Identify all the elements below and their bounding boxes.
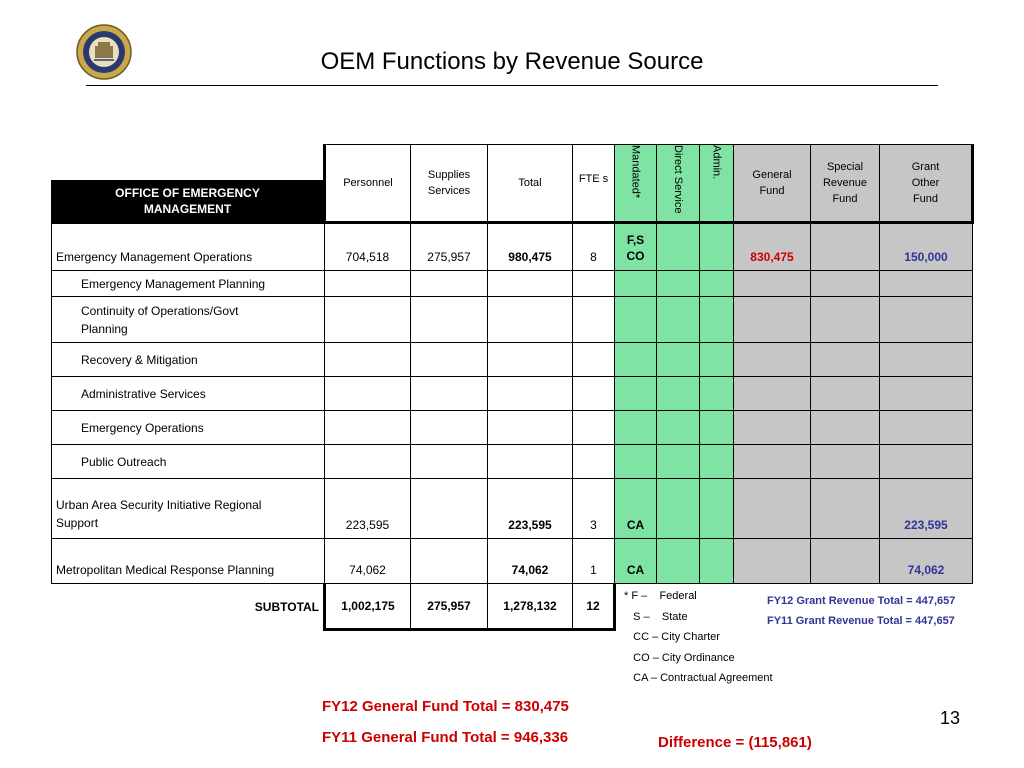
header-personnel: Personnel [325,145,411,223]
header-direct-service: Direct Service [657,145,700,223]
table-row [52,411,973,445]
fy12-grant-total: FY12 Grant Revenue Total = 447,657 [767,595,956,607]
cell-ftes: 1 [573,539,615,584]
cell-supplies: 275,957 [411,223,488,271]
legend-state: S – State [624,610,688,623]
subtotal-label: SUBTOTAL [52,584,325,630]
row-label: Emergency Operations [52,411,325,445]
table-row [52,539,973,584]
table-row [52,343,973,377]
table-row [52,223,973,271]
cell-total: 74,062 [488,539,573,584]
cell-ftes: 3 [573,479,615,539]
row-label: Emergency Management Operations [52,223,325,271]
subtotal-supplies: 275,957 [411,584,488,630]
cell-personnel: 704,518 [325,223,411,271]
row-label: Emergency Management Planning [52,271,325,297]
row-label: Public Outreach [52,445,325,479]
fy12-general-fund-total: FY12 General Fund Total = 830,475 [322,698,569,715]
legend-federal: * F – Federal [624,590,697,602]
cell-general: 830,475 [734,223,811,271]
cell-grant: 74,062 [880,539,973,584]
revenue-table [51,144,974,631]
subtotal-personnel: 1,002,175 [325,584,411,630]
difference-total: Difference = (115,861) [658,734,812,751]
table-row [52,479,973,539]
cell-personnel: 223,595 [325,479,411,539]
table-row [52,271,973,297]
subtotal-total: 1,278,132 [488,584,573,630]
legend-city-ordinance: CO – City Ordinance [624,651,735,664]
page-title: OEM Functions by Revenue Source [320,48,704,75]
title-divider [86,85,938,86]
header-general-fund: General Fund [734,145,811,223]
row-label: Urban Area Security Initiative Regional Support [52,479,325,539]
cell-grant: 150,000 [880,223,973,271]
row-label: Continuity of Operations/Govt Planning [52,297,325,343]
legend-city-charter: CC – City Charter [624,631,720,643]
cell-special [811,223,880,271]
legend-contractual: CA – Contractual Agreement [624,672,773,684]
cell-total: 980,475 [488,223,573,271]
header-total: Total [488,145,573,223]
cell-admin [700,223,734,271]
row-label: Administrative Services [52,377,325,411]
subtotal-ftes: 12 [573,584,615,630]
cell-total: 223,595 [488,479,573,539]
fy11-grant-total: FY11 Grant Revenue Total = 447,657 [767,615,955,627]
header-special-revenue-fund: Special Revenue Fund [811,145,880,223]
cell-mandated: CA [615,479,657,539]
header-grant-other-fund: Grant Other Fund [880,145,973,223]
header-supplies: Supplies Services [411,145,488,223]
page-number: 13 [940,708,961,728]
mandate-legend [624,586,773,689]
cell-mandated: CA [615,539,657,584]
header-ftes: FTE s [573,145,615,223]
cell-mandated: F,S CO [615,223,657,271]
cell-direct [657,223,700,271]
office-label: OFFICE OF EMERGENCY MANAGEMENT [52,181,325,223]
row-label: Metropolitan Medical Response Planning [52,539,325,584]
header-admin: Admin. [700,145,734,223]
row-label: Recovery & Mitigation [52,343,325,377]
table-row [52,377,973,411]
table-row [52,445,973,479]
cell-grant: 223,595 [880,479,973,539]
table-row [52,297,973,343]
cell-ftes: 8 [573,223,615,271]
header-mandated: Mandated* [615,145,657,223]
cell-personnel: 74,062 [325,539,411,584]
fy11-general-fund-total: FY11 General Fund Total = 946,336 [322,729,569,746]
